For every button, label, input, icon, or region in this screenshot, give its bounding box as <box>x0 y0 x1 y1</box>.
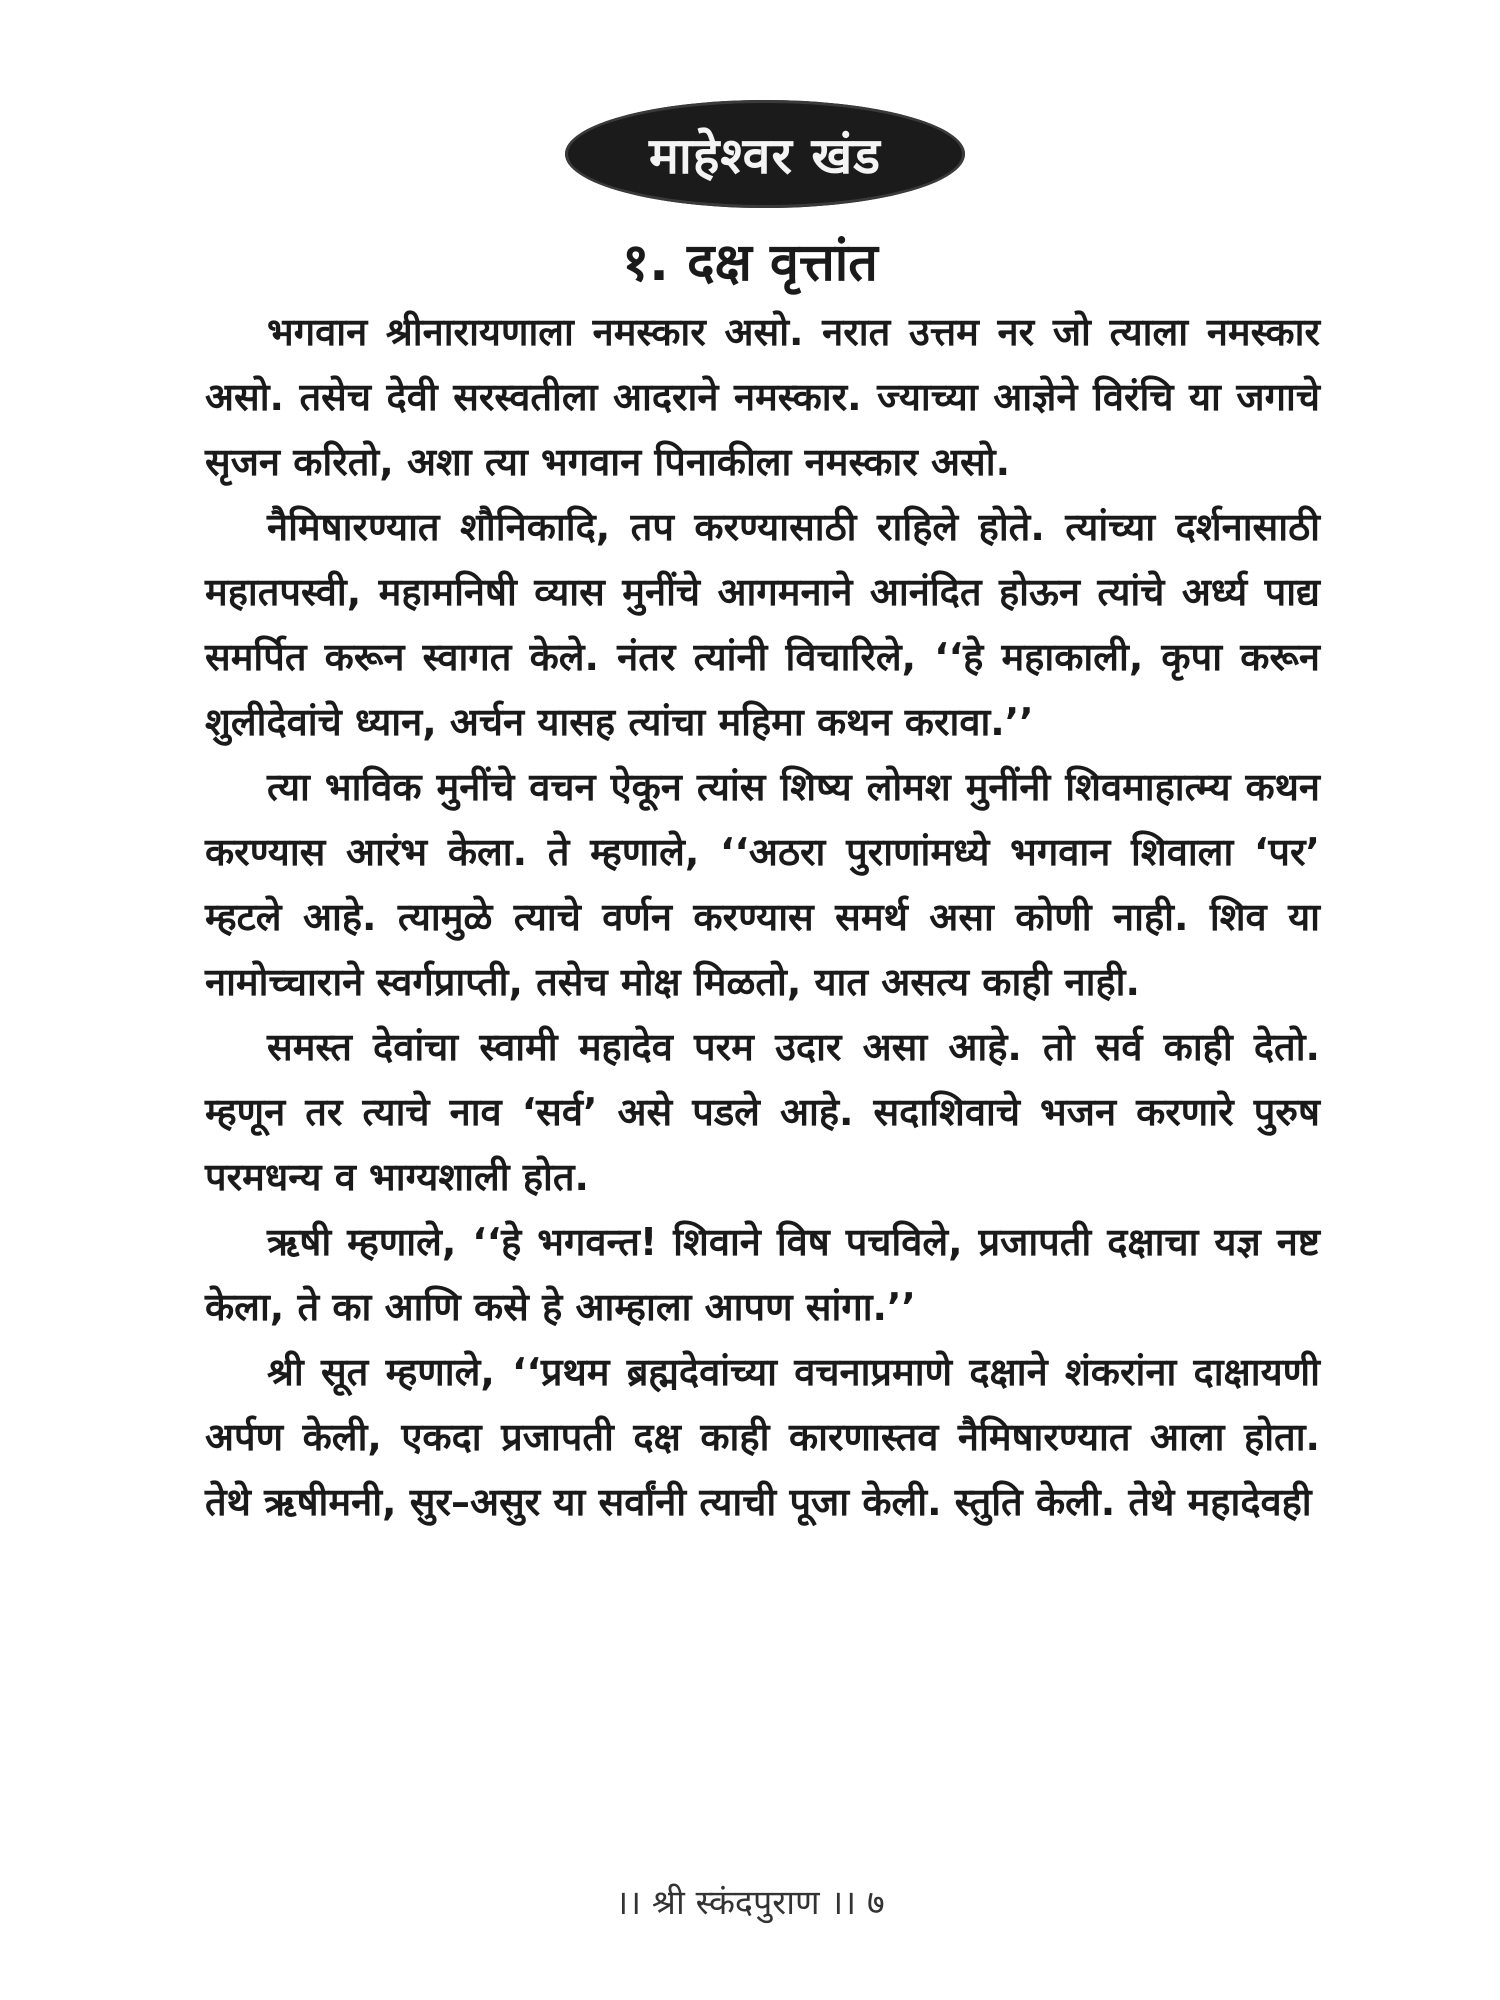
section-banner-label: माहेश्वर खंड <box>649 127 881 185</box>
paragraph: समस्त देवांचा स्वामी महादेव परम उदार असा आहे. तो सर्व काही देतो. म्हणून तर त्याचे नाव ‘सर्व’ असे पडले आहे. सदाशिवाचे भजन करणारे पुरुष परमधन्य व भाग्यशाली होत. <box>205 1025 1320 1199</box>
paragraph: ऋषी म्हणाले, ‘‘हे भगवन्त! शिवाने विष पचविले, प्रजापती दक्षाचा यज्ञ नष्ट केला, ते का आणि कसे हे आम्हाला आपण सांगा.’’ <box>205 1220 1320 1329</box>
paragraph: श्री सूत म्हणाले, ‘‘प्रथम ब्रह्मदेवांच्या वचनाप्रमाणे दक्षाने शंकरांना दाक्षायणी अर्पण केली, एकदा प्रजापती दक्ष काही कारणास्तव नैमिषारण्यात आला होता. तेथे ऋषीमनी, सुर–असुर या सर्वांनी त्याची पूजा केली. स्तुति केली. तेथे महादेवही <box>205 1350 1320 1524</box>
section-banner <box>565 100 965 208</box>
body-text <box>205 300 1320 1535</box>
page-footer: ।। श्री स्कंदपुराण ।। ७ <box>615 1883 885 1923</box>
paragraph: त्या भाविक मुनींचे वचन ऐकून त्यांस शिष्य लोमश मुनींनी शिवमाहात्म्य कथन करण्यास आरंभ केला. ते म्हणाले, ‘‘अठरा पुराणांमध्ये भगवान शिवाला ‘पर’ म्हटले आहे. त्यामुळे त्याचे वर्णन करण्यास समर्थ असा कोणी नाही. शिव या नामोच्चाराने स्वर्गप्राप्ती, तसेच मोक्ष मिळतो, यात असत्य काही नाही. <box>205 765 1320 1004</box>
chapter-title: १. दक्ष वृत्तांत <box>622 233 878 293</box>
paragraph: भगवान श्रीनारायणाला नमस्कार असो. नरात उत्तम नर जो त्याला नमस्कार असो. तसेच देवी सरस्वतीला आदराने नमस्कार. ज्याच्या आज्ञेने विरंचि या जगाचे सृजन करितो, अशा त्या भगवान पिनाकीला नमस्कार असो. <box>205 310 1320 484</box>
paragraph: नैमिषारण्यात शौनिकादि, तप करण्यासाठी राहिले होते. त्यांच्या दर्शनासाठी महातपस्वी, महामनिषी व्यास मुनींचे आगमनाने आनंदित होऊन त्यांचे अर्ध्य पाद्य समर्पित करून स्वागत केले. नंतर त्यांनी विचारिले, ‘‘हे महाकाली, कृपा करून शुलीदेवांचे ध्यान, अर्चन यासह त्यांचा महिमा कथन करावा.’’ <box>205 505 1320 744</box>
